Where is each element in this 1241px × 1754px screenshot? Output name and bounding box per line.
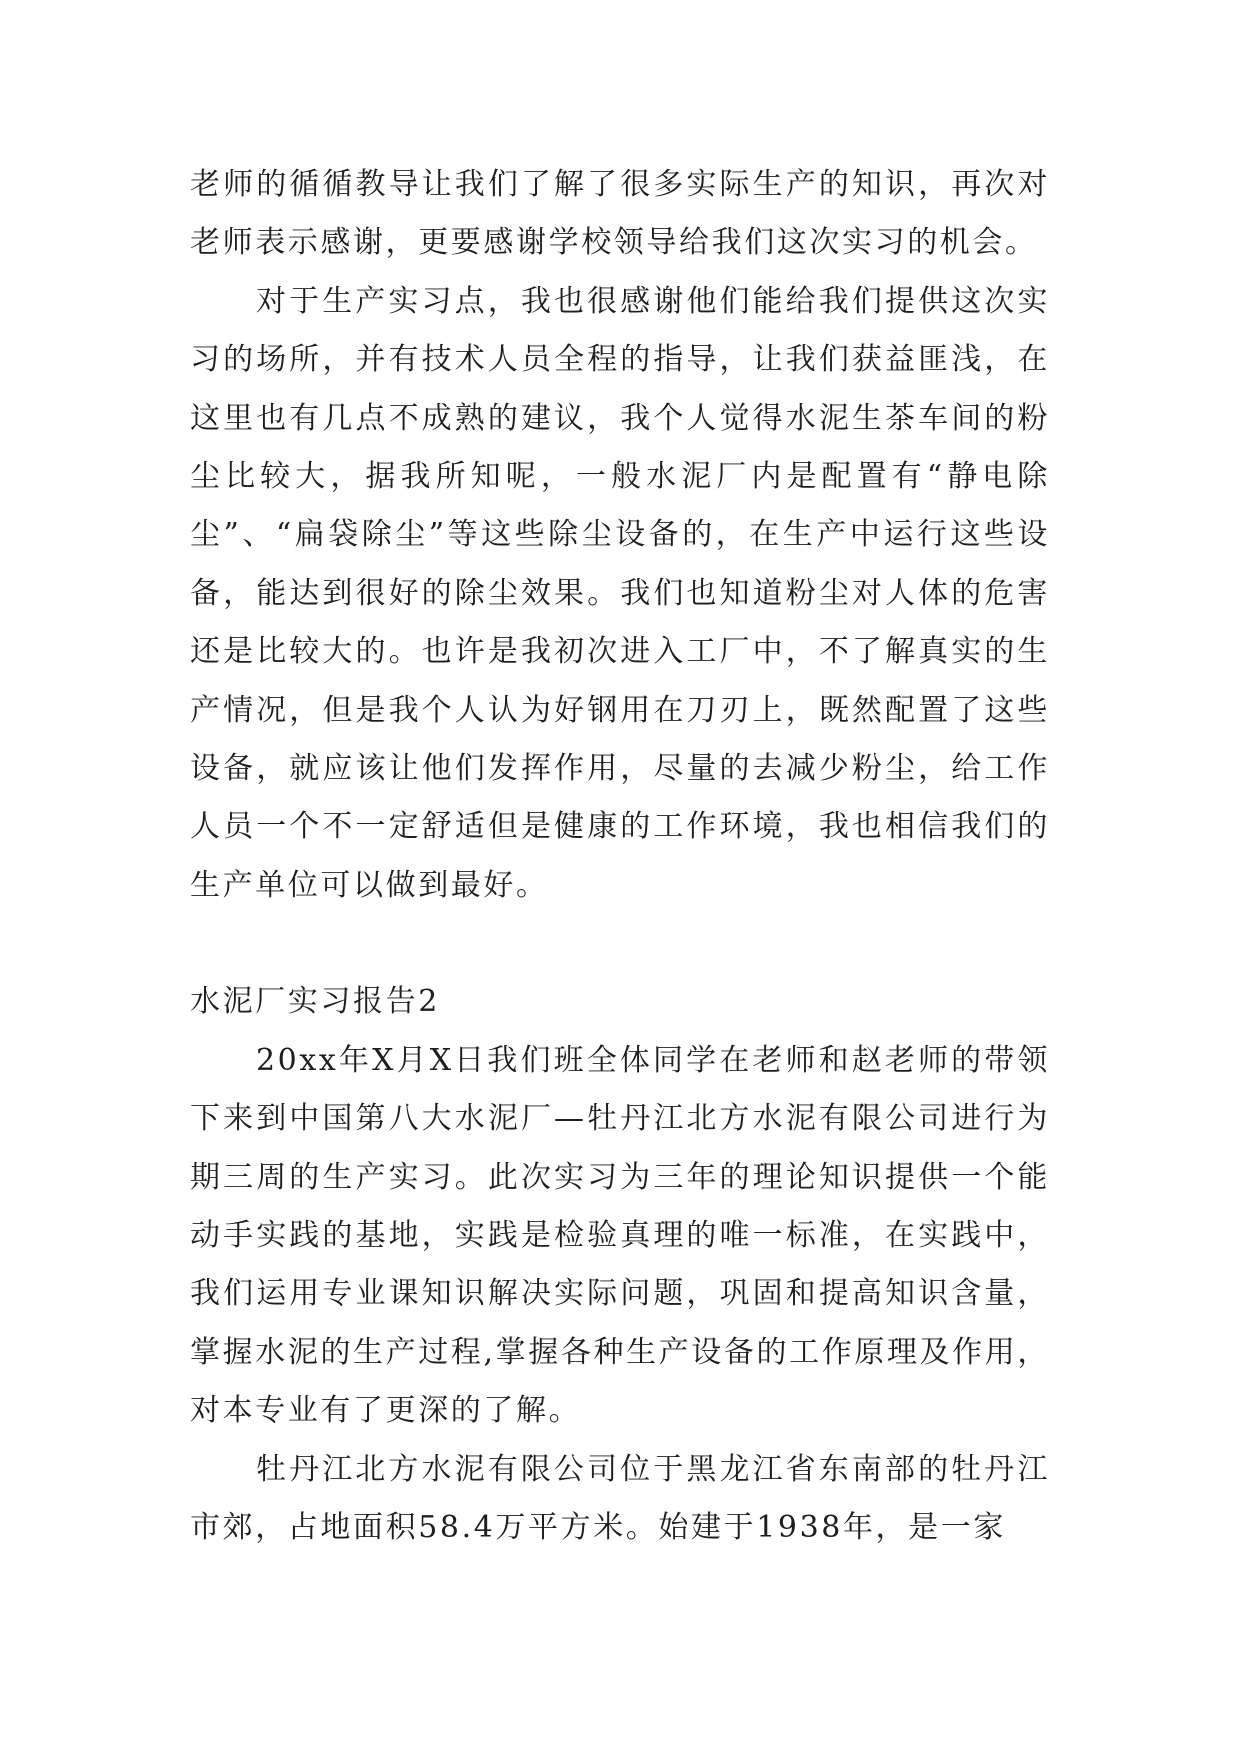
paragraph-continuation: 老师的循循教导让我们了解了很多实际生产的知识，再次对老师表示感谢，更要感谢学校领导给我们这次实习的机会。 <box>190 167 1050 261</box>
paragraph-company-profile: 牡丹江北方水泥有限公司位于黑龙江省东南部的牡丹江市郊，占地面积58.4万平方米。始建于1938年，是一家 <box>190 1451 1050 1545</box>
document-body <box>190 156 1050 1557</box>
section-heading: 水泥厂实习报告2 <box>190 984 440 1020</box>
paragraph-suggestions: 对于生产实习点，我也很感谢他们能给我们提供这次实习的场所，并有技术人员全程的指导，让我们获益匪浅，在这里也有几点不成熟的建议，我个人觉得水泥生茶车间的粉尘比较大，据我所知呢，一般水泥厂内是配置有“静电除尘”、“扁袋除尘”等这些除尘设备的，在生产中运行这些设备，能达到很好的除尘效果。我们也知道粉尘对人体的危害还是比较大的。也许是我初次进入工厂中，不了解真实的生产情况，但是我个人认为好钢用在刀刃上，既然配置了这些设备，就应该让他们发挥作用，尽量的去减少粉尘，给工作人员一个不一定舒适但是健康的工作环境，我也相信我们的生产单位可以做到最好。 <box>190 283 1050 903</box>
paragraph-introduction: 20xx年X月X日我们班全体同学在老师和赵老师的带领下来到中国第八大水泥厂—牡丹江北方水泥有限公司进行为期三周的生产实习。此次实习为三年的理论知识提供一个能动手实践的基地，实践是检验真理的唯一标准，在实践中，我们运用专业课知识解决实际问题，巩固和提高知识含量，掌握水泥的生产过程,掌握各种生产设备的工作原理及作用，对本专业有了更深的了解。 <box>190 1042 1050 1429</box>
